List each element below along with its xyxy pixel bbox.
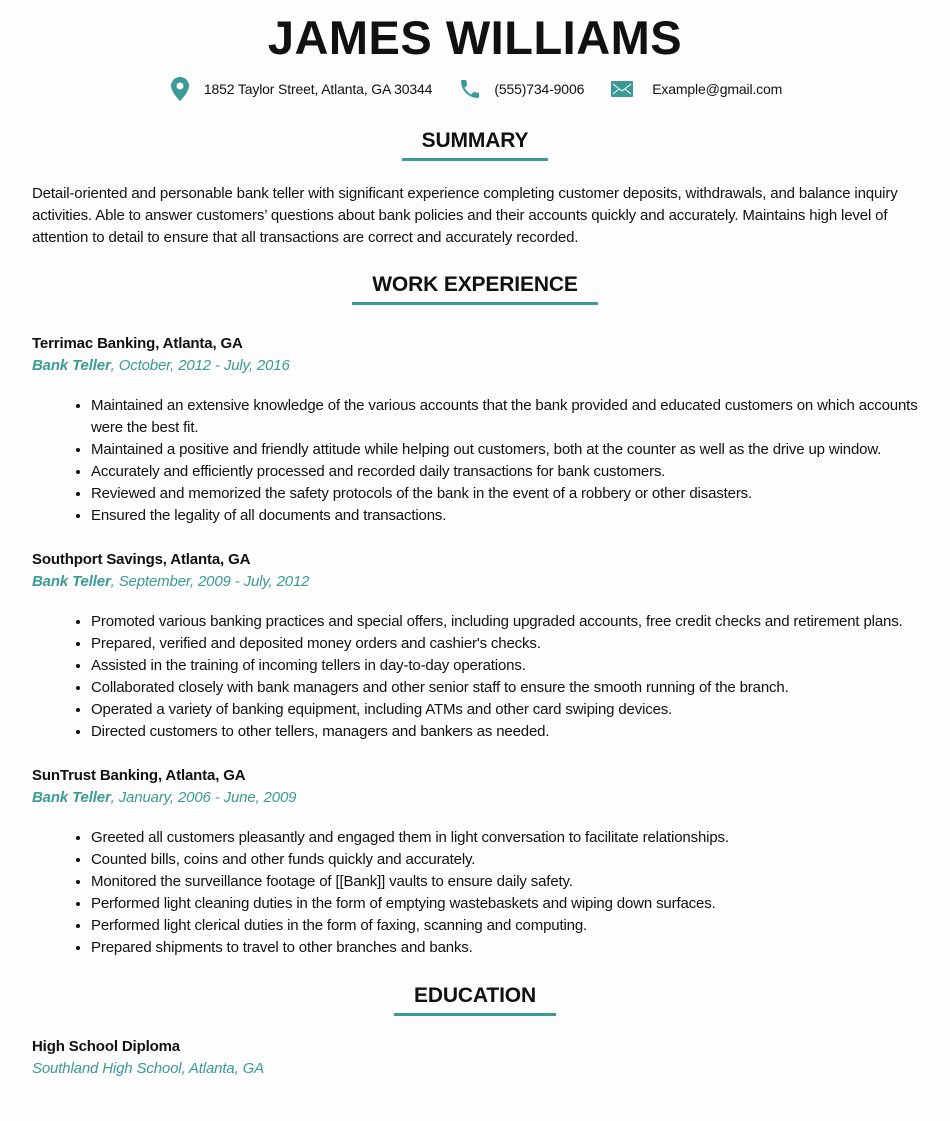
contact-address xyxy=(168,77,432,101)
address-text: 1852 Taylor Street, Atlanta, GA 30344 xyxy=(203,81,433,97)
job-role-dates xyxy=(32,571,950,593)
summary-heading xyxy=(0,128,950,161)
education-school: Southland High School, Atlanta, GA xyxy=(32,1060,264,1077)
summary-title: SUMMARY xyxy=(402,128,549,161)
education-title: EDUCATION xyxy=(394,983,556,1016)
job-dates: , September, 2009 - July, 2012 xyxy=(110,573,310,590)
job-company: Southport Savings, Atlanta, GA xyxy=(32,551,251,568)
list-item: • Monitored the surveillance footage of [[Bank]] vaults to ensure daily safety. xyxy=(91,871,920,893)
list-item: • Prepared, verified and deposited money orders and cashier's checks. xyxy=(91,633,920,655)
list-item: • Performed light clerical duties in the form of faxing, scanning and computing. xyxy=(91,915,920,937)
list-item: • Promoted various banking practices and special offers, including upgraded accounts, free credit checks and retirement plans. xyxy=(91,611,920,633)
work-heading xyxy=(0,272,950,305)
education-entry xyxy=(32,1036,950,1080)
list-item: • Maintained an extensive knowledge of the various accounts that the bank provided and educated customers on which accounts were the best fit. xyxy=(91,395,920,439)
job-role: Bank Teller xyxy=(32,357,111,374)
job-role: Bank Teller xyxy=(32,573,111,590)
list-item: • Prepared shipments to travel to other branches and banks. xyxy=(91,937,920,959)
job-role: Bank Teller xyxy=(32,789,111,806)
job-entry xyxy=(32,333,950,527)
job-dates: , October, 2012 - July, 2016 xyxy=(110,357,290,374)
job-company: SunTrust Banking, Atlanta, GA xyxy=(32,767,246,784)
envelope-icon xyxy=(610,77,634,101)
job-role-dates xyxy=(32,355,950,377)
list-item: • Directed customers to other tellers, managers and bankers as needed. xyxy=(91,721,920,743)
email-text: Example@gmail.com xyxy=(652,81,783,97)
job-company: Terrimac Banking, Atlanta, GA xyxy=(32,335,243,352)
list-item: • Operated a variety of banking equipment, including ATMs and other card swiping devices. xyxy=(91,699,920,721)
education-degree: High School Diploma xyxy=(32,1038,180,1055)
list-item: • Maintained a positive and friendly attitude while helping out customers, both at the counter as well as the drive up window. xyxy=(91,439,920,461)
list-item: • Assisted in the training of incoming tellers in day-to-day operations. xyxy=(91,655,920,677)
phone-text: (555)734-9006 xyxy=(494,81,585,97)
job-bullets xyxy=(32,611,920,743)
job-entry xyxy=(32,765,950,959)
list-item: • Performed light cleaning duties in the form of emptying wastebaskets and wiping down surfaces. xyxy=(91,893,920,915)
contact-row xyxy=(0,76,950,102)
job-bullets xyxy=(32,395,920,527)
work-title: WORK EXPERIENCE xyxy=(352,272,597,305)
contact-email xyxy=(610,77,782,101)
list-item: • Ensured the legality of all documents and transactions. xyxy=(91,505,920,527)
candidate-name: JAMES WILLIAMS xyxy=(267,11,683,64)
list-item: • Collaborated closely with bank managers and other senior staff to ensure the smooth running of the branch. xyxy=(91,677,920,699)
phone-icon xyxy=(458,77,482,101)
contact-phone xyxy=(458,77,584,101)
job-entry xyxy=(32,549,950,743)
job-dates: , January, 2006 - June, 2009 xyxy=(110,789,297,806)
education-heading xyxy=(0,983,950,1016)
list-item: • Reviewed and memorized the safety protocols of the bank in the event of a robbery or other disasters. xyxy=(91,483,920,505)
map-pin-icon xyxy=(168,77,192,101)
job-bullets xyxy=(32,827,920,959)
job-role-dates xyxy=(32,787,950,809)
list-item: • Counted bills, coins and other funds quickly and accurately. xyxy=(91,849,920,871)
list-item: • Greeted all customers pleasantly and engaged them in light conversation to facilitate relationships. xyxy=(91,827,920,849)
summary-text: Detail-oriented and personable bank teller with significant experience completing customer deposits, withdrawals, and balance inquiry activities. Able to answer customers’ questions about bank policies and their accounts quickly and accurately. Maintains high level of attention to detail to ensure that all transactions are correct and accurately recorded. xyxy=(32,185,898,246)
list-item: • Accurately and efficiently processed and recorded daily transactions for bank customers. xyxy=(91,461,920,483)
